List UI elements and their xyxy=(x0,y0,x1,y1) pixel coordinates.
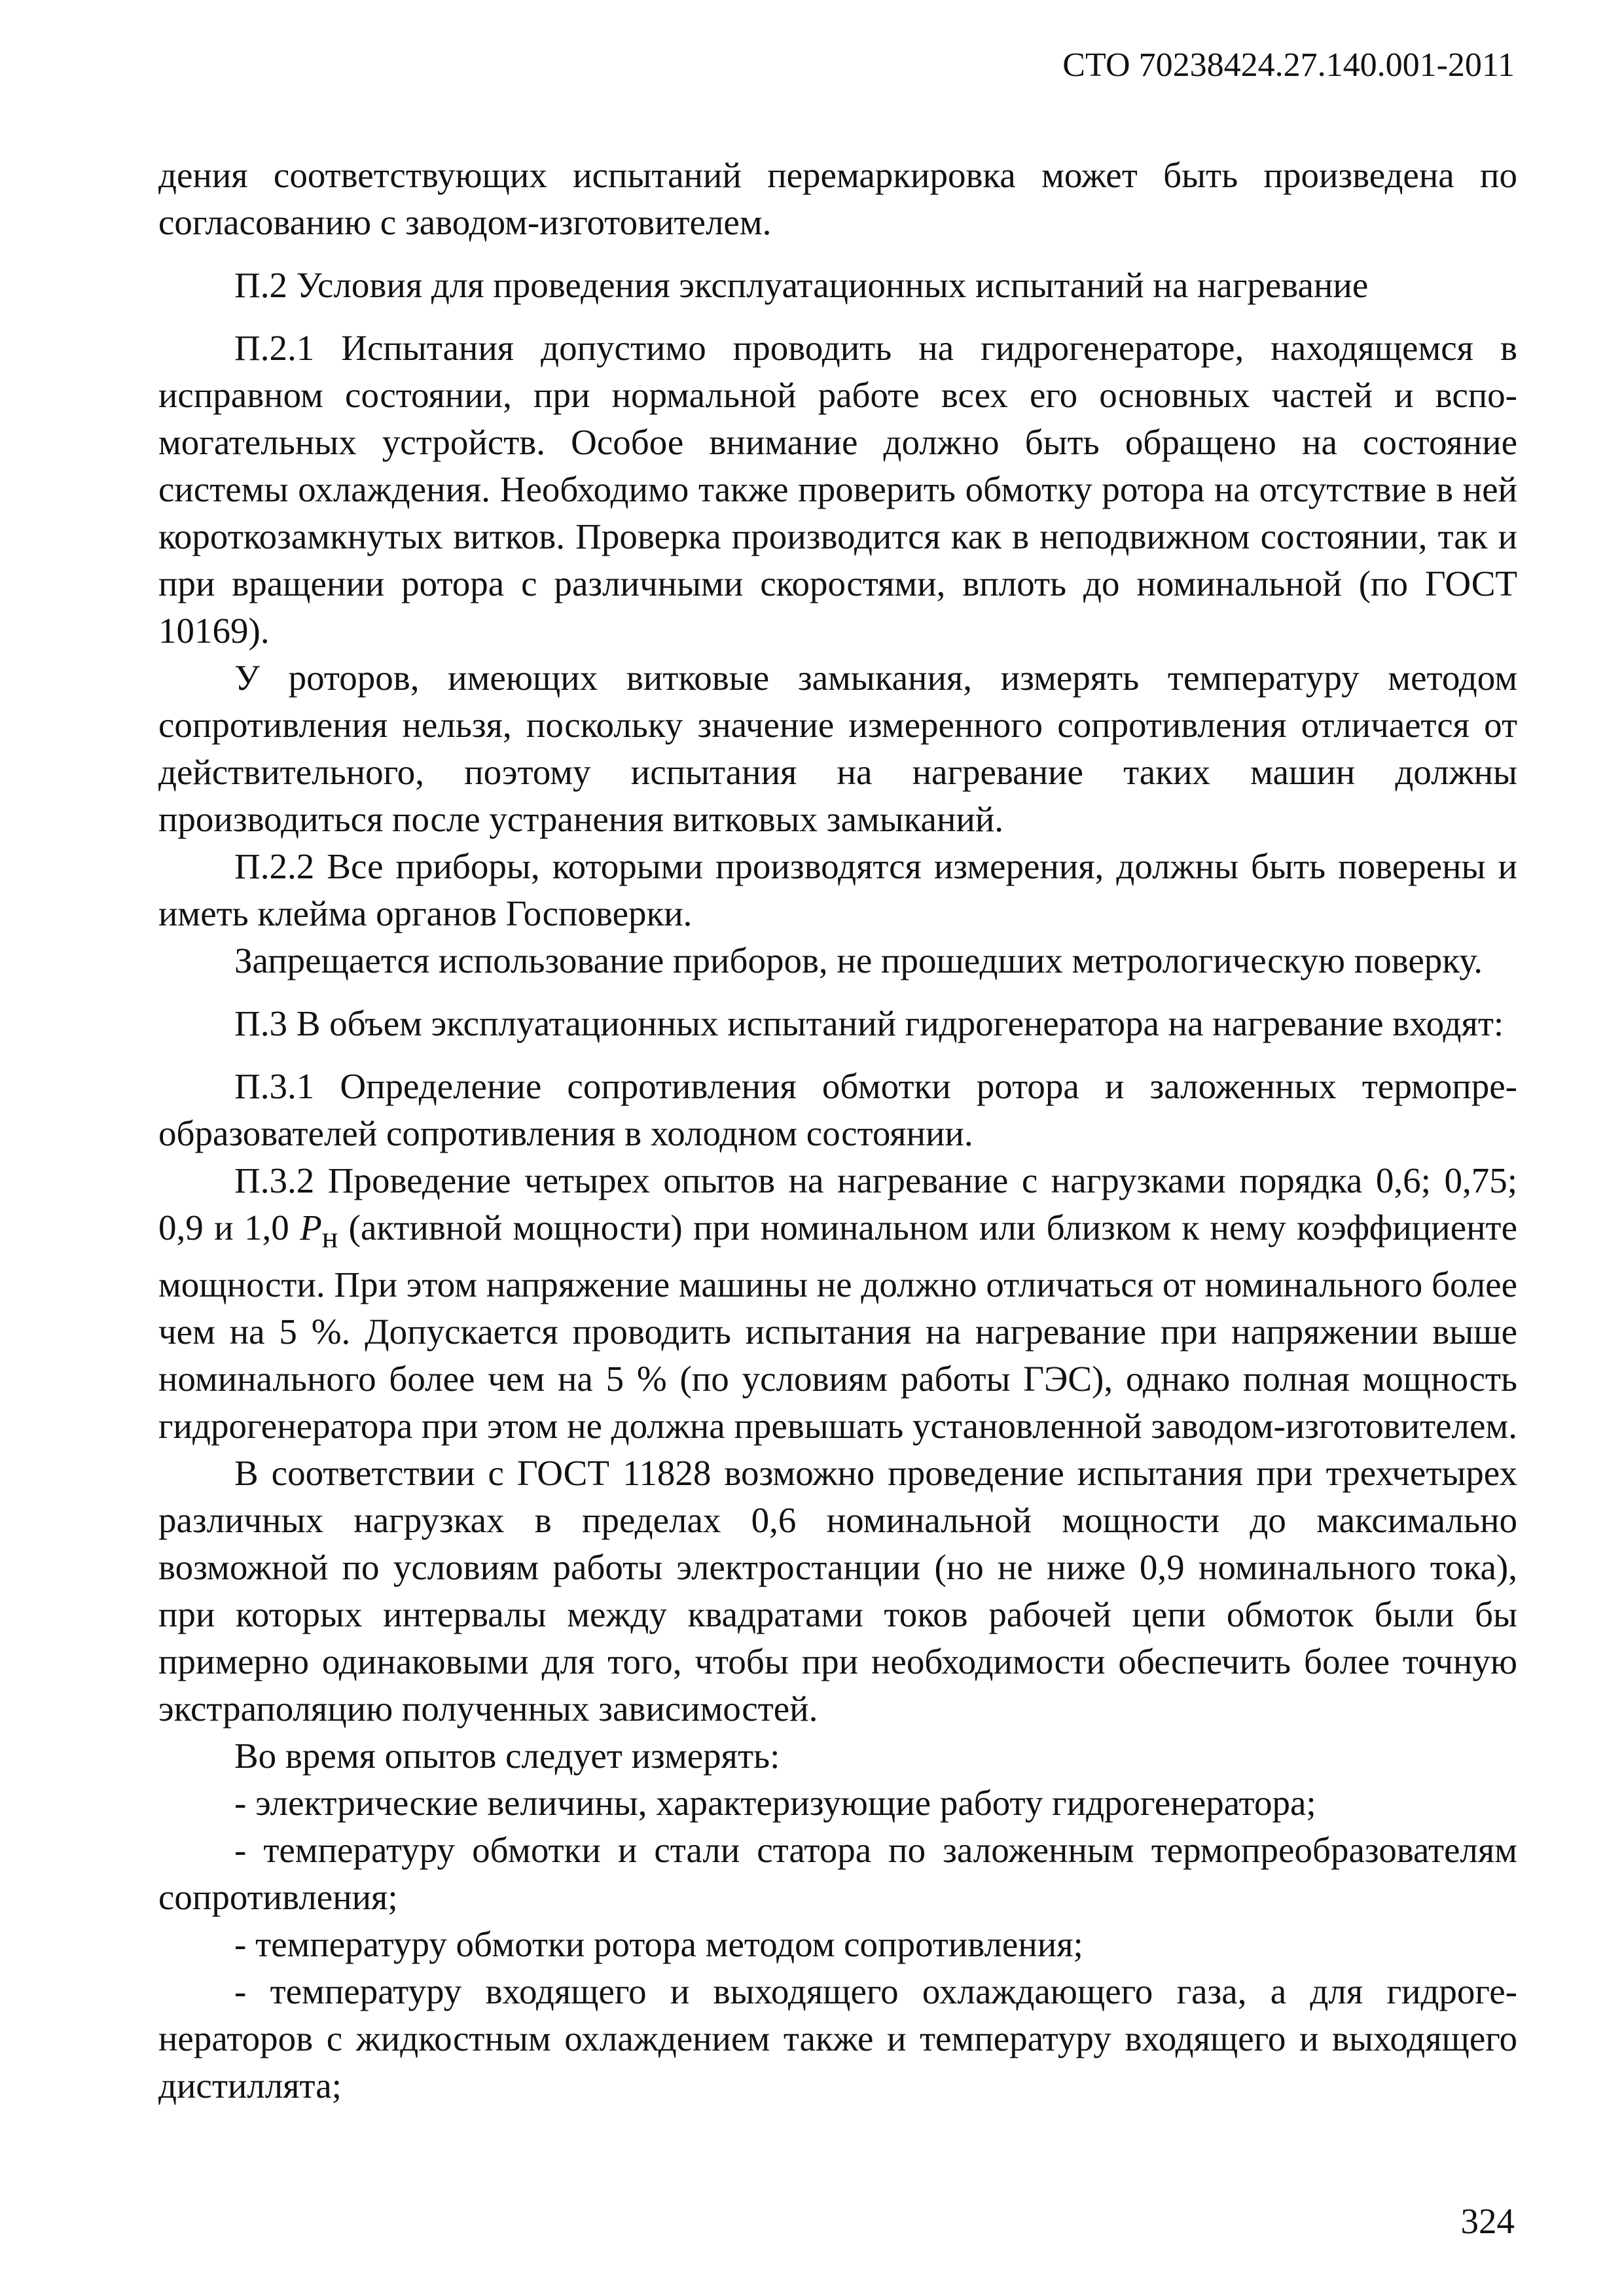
paragraph-rotors: У роторов, имеющих витковые замыкания, измерять температуру методом сопротивления нельзя, поскольку значение измеренного сопротивления отличается от действительного, поэтому испытания на нагревание таких машин должны производиться после устранения витковых замыканий. xyxy=(158,658,1517,839)
page-number: 324 xyxy=(1460,2201,1515,2241)
list-item-electrical: - электрические величины, характеризующие работу гидрогенератора; xyxy=(234,1783,1316,1823)
document-body xyxy=(158,152,1517,2109)
paragraph-prohibition: Запрещается использование приборов, не прошедших метрологическую поверку. xyxy=(234,941,1483,980)
list-item-stator-temperature: - температуру обмотки и стали статора по заложенным термопреобразователям сопротивления; xyxy=(158,1830,1517,1917)
paragraph-p3-2-text-after: (активной мощности) при номинальном или близком к нему коэффициенте мощности. При этом напряжение машины не должно отличаться от номинального более чем на 5 %. Допускается проводить испытания на нагревание при напряжении выше номинального более чем на 5 % (по условиям работы ГЭС), однако полная мощность гидрогенератора при этом не должна превышать установленной заводом-изготовителем. xyxy=(158,1208,1517,1446)
document-code-header: СТО 70238424.27.140.001-2011 xyxy=(1062,46,1515,84)
section-heading-p2: П.2 Условия для проведения эксплуатационных испытаний на нагревание xyxy=(234,265,1369,305)
list-item-gas-temperature: - температуру входящего и выходящего охлаждающего газа, а для гидрогенераторов с жидкостным охлаждением также и температуру входящего и выходящего дистиллята; xyxy=(158,1971,1517,2106)
paragraph-gost-11828: В соответствии с ГОСТ 11828 возможно проведение испытания при трехчетырех различных нагрузках в пределах 0,6 номинальной мощности до максимально возможной по условиям работы электростанции (но не ниже 0,9 номинального тока), при которых интервалы между квадратами токов рабочей цепи обмоток были бы примерно одинаковыми для того, чтобы при необходимости обеспечить более точную экстраполяцию полученных зависимостей. xyxy=(158,1453,1517,1729)
paragraph-p3-1: П.3.1 Определение сопротивления обмотки ротора и заложенных термопреобразователей сопротивления в холодном состоянии. xyxy=(158,1066,1517,1153)
paragraph-p3-2-text-before: П.3.2 Проведение четырех опытов на нагревание с нагрузками порядка 0,6; 0,75; 0,9 и 1,0 xyxy=(158,1160,1517,1247)
section-heading-p3: П.3 В объем эксплуатационных испытаний гидрогенератора на нагревание входят: xyxy=(234,1003,1504,1043)
paragraph-continuation: дения соответствующих испытаний перемаркировка может быть произведена по согласованию с заводом-изготовителем. xyxy=(158,155,1517,242)
paragraph-p2-2: П.2.2 Все приборы, которыми производятся измерения, должны быть поверены и иметь клейма органов Госповерки. xyxy=(158,846,1517,933)
paragraph-measure-intro: Во время опытов следует измерять: xyxy=(234,1736,780,1776)
list-item-rotor-temperature: - температуру обмотки ротора методом сопротивления; xyxy=(234,1924,1083,1964)
paragraph-p3-2 xyxy=(158,1157,1517,1450)
power-symbol-subscript: н xyxy=(321,1221,338,1254)
paragraph-p2-1: П.2.1 Испытания допустимо проводить на гидрогенераторе, находящемся в исправном состоянии, при нормальной работе всех его основных частей и вспомогательных устройств. Особое внимание должно быть обращено на состояние системы охлаждения. Необходимо также проверить обмотку ротора на отсутствие в ней короткозамкнутых витков. Проверка производится как в неподвижном состоянии, так и при вращении ротора с различными скоростями, вплоть до номинальной (по ГОСТ 10169). xyxy=(158,328,1517,651)
power-symbol: P xyxy=(300,1208,322,1247)
